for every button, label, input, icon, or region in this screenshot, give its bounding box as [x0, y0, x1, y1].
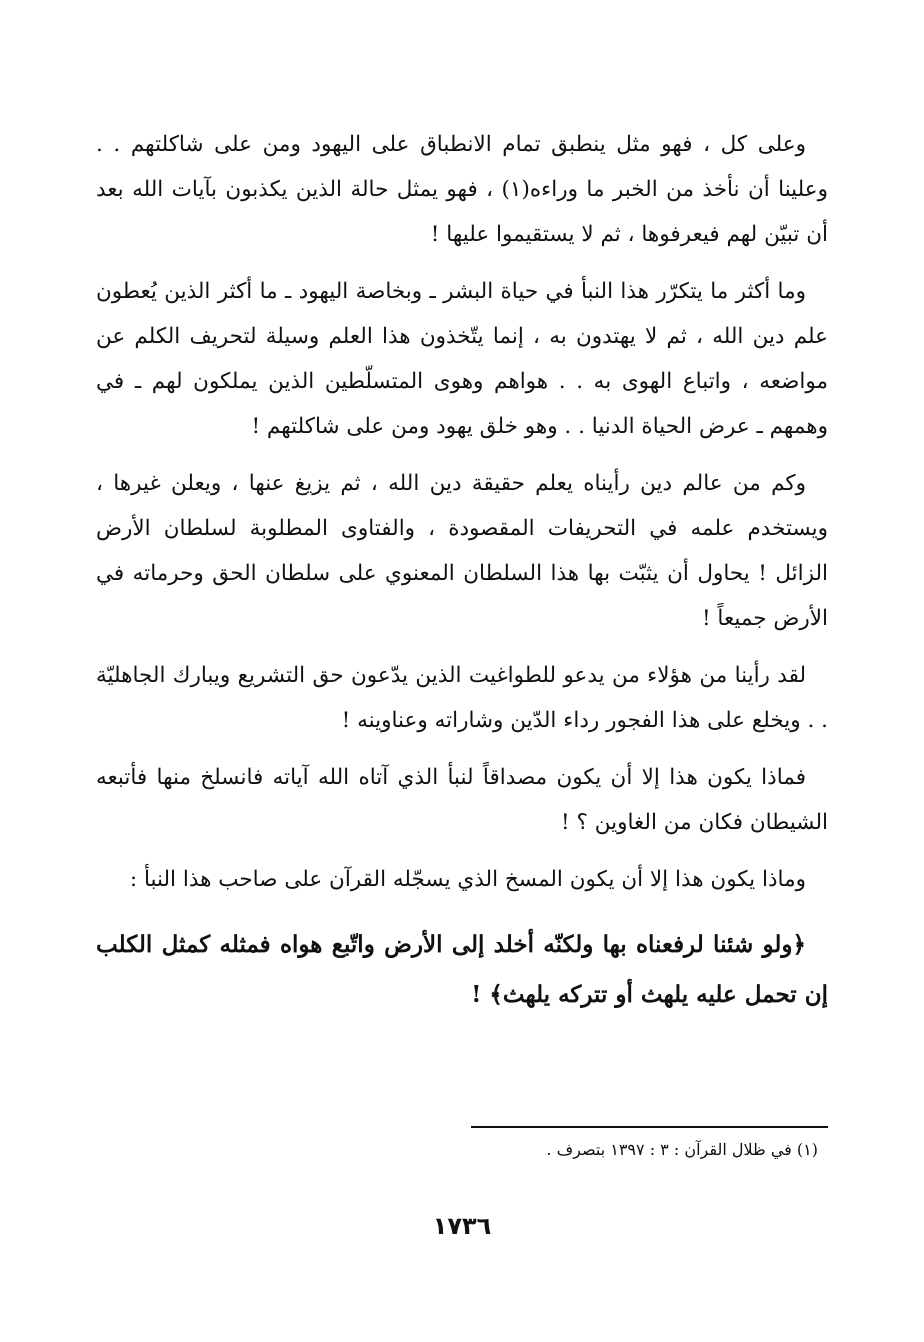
paragraph-5: فماذا يكون هذا إلا أن يكون مصداقاً لنبأ الذي آتاه الله آياته فانسلخ منها فأتبعه الشيطان فكان من الغاوين ؟ !: [96, 765, 828, 835]
footnote-divider: [471, 1126, 828, 1128]
paragraph-2: وما أكثر ما يتكرّر هذا النبأ في حياة البشر ـ وبخاصة اليهود ـ ما أكثر الذين يُعطون علم دين الله ، ثم لا يهتدون به ، إنما يتّخذون هذا العلم وسيلة لتحريف الكلم عن مواضعه ، واتباع الهوى به . . هواهم وهوى المتسلّطين الذين يملكون لهم ـ في وهمهم ـ عرض الحياة الدنيا . . وهو خلق يهود ومن على شاكلتهم !: [96, 279, 828, 439]
footnote: (١) في ظلال القرآن : ٣ : ١٣٩٧ بتصرف .: [546, 1140, 818, 1159]
paragraph-1: وعلى كل ، فهو مثل ينطبق تمام الانطباق على اليهود ومن على شاكلتهم . . وعلينا أن نأخذ من الخبر ما وراءه(١) ، فهو يمثل حالة الذين يكذبون بآيات الله بعد أن تبيّن لهم فيعرفوها ، ثم لا يستقيموا عليها !: [96, 132, 829, 247]
page-body: [96, 122, 828, 1020]
paragraph-3: وكم من عالم دين رأيناه يعلم حقيقة دين الله ، ثم يزيغ عنها ، ويعلن غيرها ، ويستخدم علمه في التحريفات المقصودة ، والفتاوى المطلوبة لسلطان الأرض الزائل ! يحاول أن يثبّت بها هذا السلطان المعنوي على سلطان الحق وحرماته في الأرض جميعاً !: [96, 471, 828, 631]
page-number: ١٧٣٦: [432, 1212, 492, 1240]
paragraph-6: وماذا يكون هذا إلا أن يكون المسخ الذي يسجّله القرآن على صاحب هذا النبأ :: [129, 867, 806, 892]
paragraph-4: لقد رأينا من هؤلاء من يدعو للطواغيت الذين يدّعون حق التشريع ويبارك الجاهليّة . . ويخلع على هذا الفجور رداء الدّين وشاراته وعناوينه !: [96, 663, 828, 733]
quran-verse: ﴿ولو شئنا لرفعناه بها ولكنّه أخلد إلى الأرض واتّبع هواه فمثله كمثل الكلب إن تحمل عليه يلهث أو تتركه يلهث﴾ !: [96, 931, 828, 1008]
